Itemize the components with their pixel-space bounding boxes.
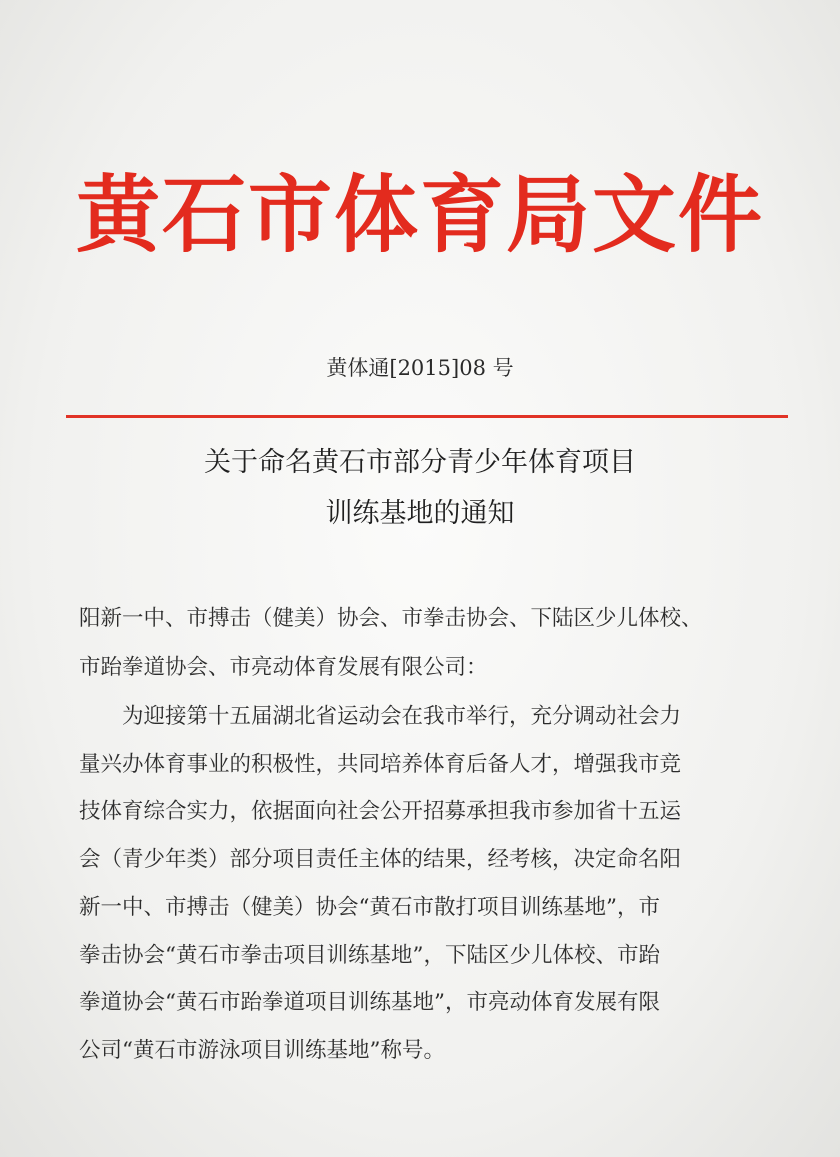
body-line: 为迎接第十五届湖北省运动会在我市举行，充分调动社会力	[122, 704, 682, 729]
body-paragraph	[79, 693, 769, 1075]
recipients-line: 市跆拳道协会、市亮动体育发展有限公司：	[79, 655, 488, 680]
body-line: 量兴办体育事业的积极性，共同培养体育后备人才，增强我市竞	[79, 751, 682, 777]
body-line: 拳击协会“黄石市拳击项目训练基地”，下陆区少儿体校、市跆	[79, 942, 660, 968]
recipients-block	[79, 594, 769, 692]
body-line: 技体育综合实力，依据面向社会公开招募承担我市参加省十五运	[79, 799, 682, 825]
body-line: 新一中、市搏击（健美）协会“黄石市散打项目训练基地”，市	[79, 894, 660, 920]
red-separator-line	[66, 415, 788, 418]
body-line: 公司“黄石市游泳项目训练基地”称号。	[79, 1037, 445, 1063]
document-title-line-2: 训练基地的通知	[325, 498, 515, 529]
document-title-line-1: 关于命名黄石市部分青少年体育项目	[204, 447, 636, 478]
body-line: 拳道协会“黄石市跆拳道项目训练基地”，市亮动体育发展有限	[79, 990, 660, 1016]
document-masthead: 黄石市体育局文件	[75, 165, 764, 264]
recipients-line: 阳新一中、市搏击（健美）协会、市拳击协会、下陆区少儿体校、	[79, 606, 703, 631]
body-line: 会（青少年类）部分项目责任主体的结果，经考核，决定命名阳	[79, 847, 682, 873]
document-number: 黄体通[2015]08 号	[326, 356, 514, 380]
